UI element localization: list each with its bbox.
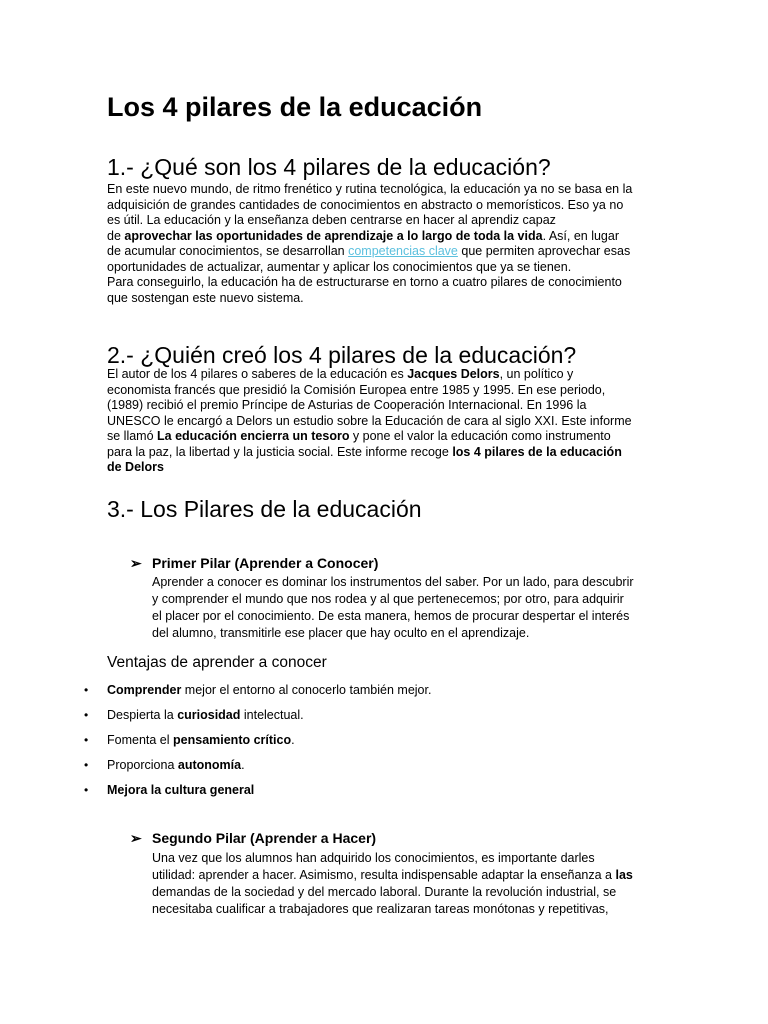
section-1-heading: 1.- ¿Qué son los 4 pilares de la educación? <box>107 154 551 180</box>
pillar-1-paragraph <box>152 574 652 642</box>
document-page: Los 4 pilares de la educación 1.- ¿Qué son los 4 pilares de la educación? En este nuevo mundo, de ritmo frenético y rutina tecnológica, la educación ya no se basa en la adquisición de grandes cantidades de conocimientos en abstracto o memorísticos. Eso ya no es útil. La educación y la enseñanza deben centrarse en hacer al aprendiz capaz de aprovechar las oportunidades de aprendizaje a lo largo de toda la vida. Así, en lugar de acumular conocimientos, se desarrollan competencias clave que permiten aprovechar esas oportunidades de actualizar, aumentar y aplicar los conocimientos que ya se tienen. Para conseguirlo, la educación ha de estructurarse en torno a cuatro pilares de conocimiento que sostengan este nuevo sistema. 2.- ¿Quién creó los 4 pilares de la educación? El autor de los 4 pilares o saberes de la educación es Jacques Delors, un político y economista francés que presidió la Comisión Europea entre 1985 y 1995. En ese periodo, (1989) recibió el premio Príncipe de Asturias de Cooperación Internacional. En 1996 la UNESCO le encargó a Delors un estudio sobre la Educación de cara al siglo XXI. Este informe se llamó La educación encierra un tesoro y pone el valor la educación como instrumento para la paz, la libertad y la justicia social. Este informe recoge los 4 pilares de la educación de Delors 3.- Los Pilares de la educación ➢ Primer Pilar (Aprender a Conocer) Aprender a conocer es dominar los instrumentos del saber. Por un lado, para descubrir y comprender el mundo que nos rodea y al que pertenecemos; por otro, para adquirir el placer por el conocimiento. De esta manera, hemos de procurar despertar el interés del alumno, transmitirle ese placer que hay oculto en el aprendizaje. Ventajas de aprender a conocer • Comprender mejor el entorno al conocerlo también mejor. • Despierta la curiosidad intelectual. • Fomenta el pensamiento crítico. • Proporciona autonomía. • Mejora la cultura general ➢ Segundo Pilar (Aprender a Hacer) Una vez que los alumnos han adquirido los conocimientos, es importante darles utilidad: aprender a hacer. Asimismo, resulta indispensable adaptar la enseñanza a las demandas de la sociedad y del mercado laboral. Durante la revolución industrial, se necesitaba cualificar a trabajadores que realizaran tareas monótonas y repetitivas, <box>0 0 768 1024</box>
bold-text: aprovechar las oportunidades de aprendizaje a lo largo de toda la vida <box>124 228 543 243</box>
text-line: adquisición de grandes cantidades de conocimientos en abstracto o memorísticos. Eso ya no <box>107 197 624 212</box>
document-title: Los 4 pilares de la educación <box>107 92 483 122</box>
bold-text: de Delors <box>107 460 164 474</box>
text-line: de acumular conocimientos, se desarrollan competencias clave que permiten aprovechar esas <box>107 244 631 258</box>
text-line: de aprovechar las oportunidades de aprendizaje a lo largo de toda la vida. Así, en lugar <box>107 228 619 243</box>
text-line: demandas de la sociedad y del mercado laboral. Durante la revolución industrial, se <box>152 885 617 899</box>
text-line: utilidad: aprender a hacer. Asimismo, resulta indispensable adaptar la enseñanza a las <box>152 868 633 882</box>
section-2-paragraph <box>107 367 667 476</box>
text-line: necesitaba cualificar a trabajadores que realizaran tareas monótonas y repetitivas, <box>152 902 609 916</box>
bold-text: las <box>615 868 633 882</box>
bold-text: La educación encierra un tesoro <box>157 429 350 443</box>
text-line: se llamó La educación encierra un tesoro y pone el valor la educación como instrumento <box>107 429 611 443</box>
bullet-icon: • <box>84 783 89 797</box>
text-line: economista francés que presidió la Comisión Europea entre 1985 y 1995. En ese periodo, <box>107 382 606 397</box>
bold-text: Jacques Delors <box>407 367 500 381</box>
text-line: En este nuevo mundo, de ritmo frenético y rutina tecnológica, la educación ya no se basa en la <box>107 182 633 196</box>
text-line: y comprender el mundo que nos rodea y al que pertenecemos; por otro, para adquirir <box>152 592 624 606</box>
bullet-icon: • <box>84 758 89 772</box>
text-line: UNESCO le encargó a Delors un estudio sobre la Educación de cara al siglo XXI. Este informe <box>107 413 632 428</box>
bullet-icon: • <box>84 708 89 722</box>
text-line: Aprender a conocer es dominar los instrumentos del saber. Por un lado, para descubrir <box>152 575 634 589</box>
section-3-heading: 3.- Los Pilares de la educación <box>107 496 422 522</box>
text-line: que sostengan este nuevo sistema. <box>107 290 304 305</box>
text-line: (1989) recibió el premio Príncipe de Asturias de Cooperación Internacional. En 1996 la <box>107 398 587 412</box>
text-line: para la paz, la libertad y la justicia social. Este informe recoge los 4 pilares de la educación <box>107 444 622 459</box>
text-line: El autor de los 4 pilares o saberes de la educación es Jacques Delors, un político y <box>107 367 574 381</box>
bullet-icon: • <box>84 733 89 747</box>
text-line: Para conseguirlo, la educación ha de estructurarse en torno a cuatro pilares de conocimiento <box>107 275 622 289</box>
bold-text: los 4 pilares de la educación <box>452 444 622 459</box>
text-line: del alumno, transmitirle ese placer que hay oculto en el aprendizaje. <box>152 626 530 640</box>
section-2-heading: 2.- ¿Quién creó los 4 pilares de la educación? <box>107 342 577 368</box>
text-line: oportunidades de actualizar, aumentar y aplicar los conocimientos que ya se tienen. <box>107 259 572 274</box>
text-line: el placer por el conocimiento. De esta manera, hemos de procurar despertar el interés <box>152 609 630 623</box>
ventajas-heading: Ventajas de aprender a conocer <box>107 654 327 671</box>
text-line: es útil. La educación y la enseñanza deben centrarse en hacer al aprendiz capaz <box>107 213 556 227</box>
text-line <box>107 460 667 476</box>
bullet-icon: • <box>84 683 89 697</box>
arrow-bullet-icon: ➢ <box>130 830 142 846</box>
pillar-1-title: ➢ Primer Pilar (Aprender a Conocer) <box>130 555 379 571</box>
text-line: Una vez que los alumnos han adquirido los conocimientos, es importante darles <box>152 851 595 865</box>
section-1-paragraph <box>107 182 667 306</box>
competencias-clave-link[interactable]: competencias clave <box>348 244 458 258</box>
arrow-bullet-icon: ➢ <box>130 555 142 571</box>
pillar-2-title: ➢ Segundo Pilar (Aprender a Hacer) <box>130 830 377 846</box>
pillar-2-paragraph <box>152 850 652 918</box>
